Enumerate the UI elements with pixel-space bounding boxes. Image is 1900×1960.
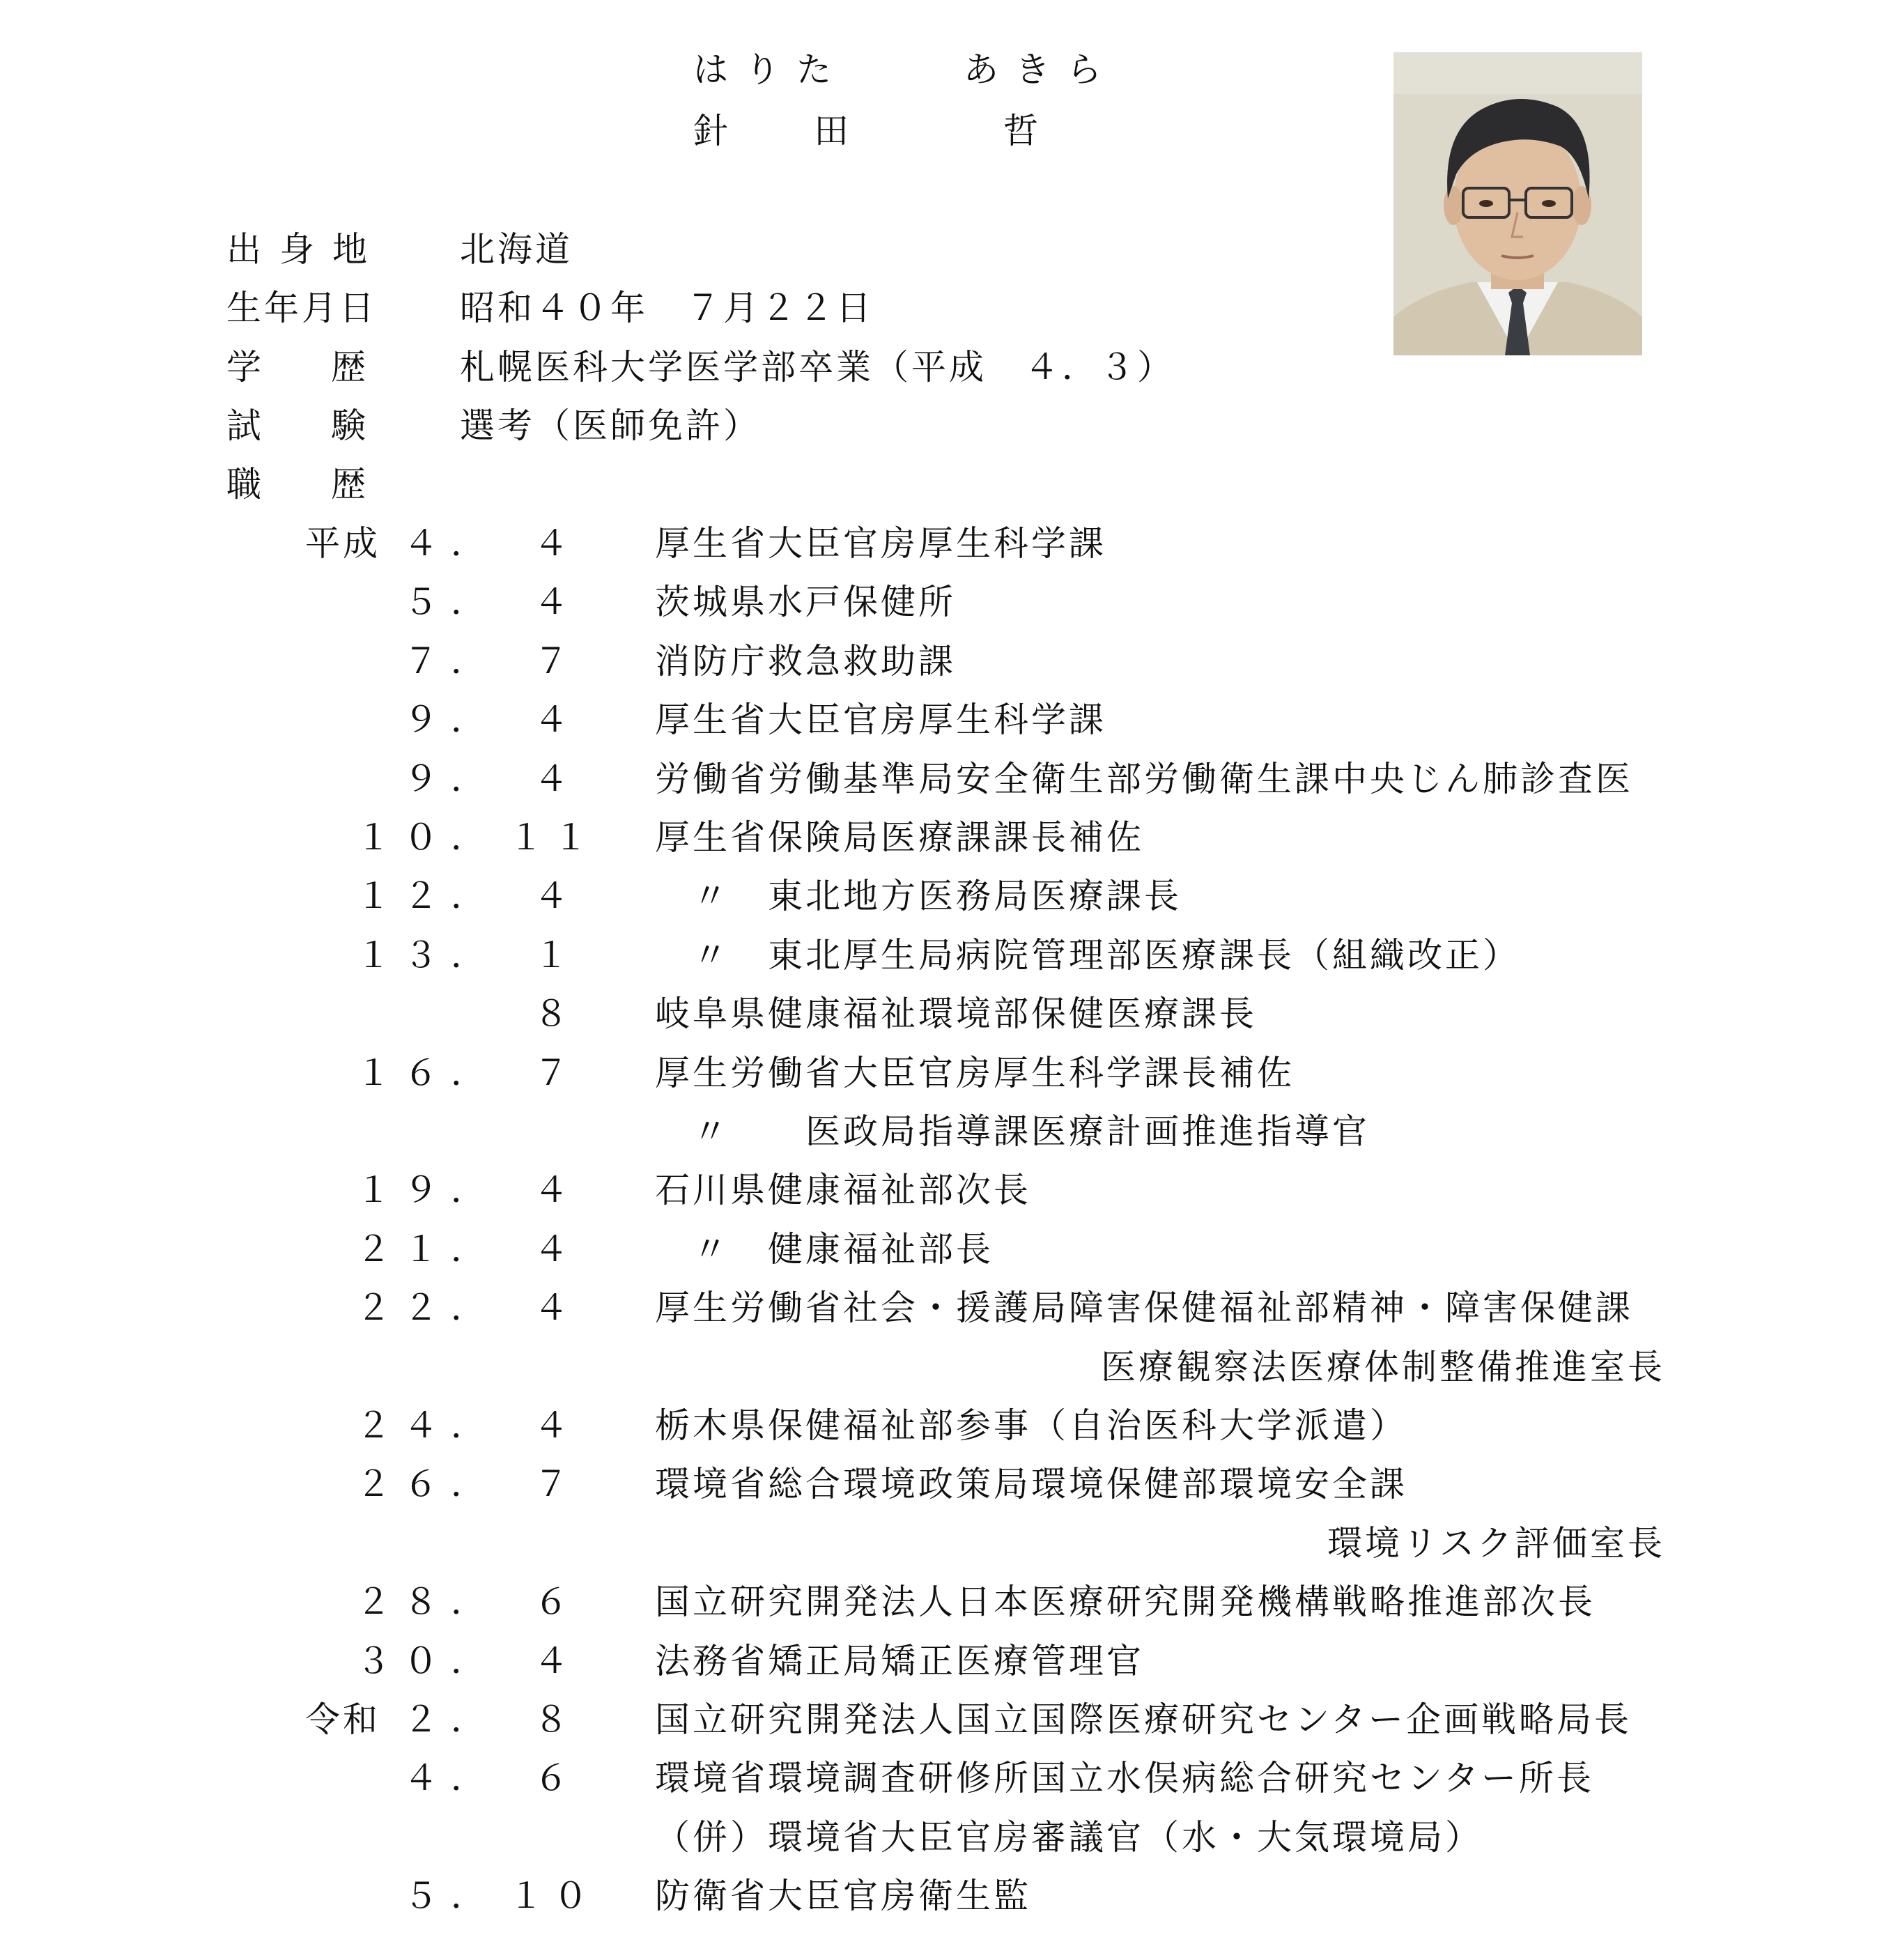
exam-value: 選考（医師免許） — [460, 406, 761, 446]
career-month: ７ — [534, 1464, 578, 1504]
career-text: 厚生省大臣官房厚生科学課 — [655, 523, 1106, 564]
education-value: 札幌医科大学医学部卒業（平成 ４．３） — [460, 347, 1175, 387]
career-year: １２． — [356, 876, 498, 916]
career-month: ６ — [534, 1758, 578, 1798]
career-text: 環境リスク評価室長 — [1327, 1523, 1665, 1564]
career-year: ２２． — [356, 1288, 498, 1328]
career-month: ４ — [534, 1170, 578, 1210]
career-text: 栃木県保健福祉部参事（自治医科大学派遣） — [655, 1405, 1407, 1446]
career-year: ２４． — [356, 1405, 498, 1446]
career-year: ４． — [403, 1758, 498, 1798]
career-text: 国立研究開発法人日本医療研究開発機構戦略推進部次長 — [655, 1582, 1596, 1622]
career-month: ４ — [534, 876, 578, 916]
portrait-photo — [1393, 52, 1642, 355]
career-text: 〃 東北地方医務局医療課長 — [655, 876, 1182, 916]
career-month: ４ — [534, 1229, 578, 1270]
career-era: 平成 — [305, 523, 380, 564]
furigana-given: あきら — [964, 49, 1118, 90]
career-text: 環境省環境調査研修所国立水俣病総合研究センター所長 — [655, 1758, 1594, 1798]
career-month: ４ — [534, 523, 578, 564]
career-text: 医療観察法医療体制整備推進室長 — [1101, 1347, 1665, 1387]
furigana-family: はりた — [693, 49, 848, 90]
career-year: ２８． — [356, 1582, 498, 1622]
career-month: ４ — [534, 759, 578, 799]
career-month: ７ — [534, 641, 578, 681]
career-month: ８ — [534, 994, 578, 1034]
career-text: 岐阜県健康福祉環境部保健医療課長 — [655, 994, 1257, 1034]
career-text: 厚生省大臣官房厚生科学課 — [655, 700, 1106, 740]
career-text: 厚生労働省大臣官房厚生科学課長補佐 — [655, 1053, 1295, 1093]
career-year: ３０． — [356, 1641, 498, 1681]
career-year: ２． — [403, 1699, 498, 1740]
career-month: ６ — [534, 1582, 578, 1622]
name-given: 哲 — [1003, 111, 1041, 151]
career-month: ４ — [534, 582, 578, 622]
career-label: 職 歴 — [226, 464, 366, 504]
career-year: ９． — [403, 759, 498, 799]
career-year: １３． — [356, 935, 498, 975]
career-text: （併）環境省大臣官房審議官（水・大気環境局） — [655, 1817, 1483, 1858]
career-year: ５． — [403, 582, 498, 622]
birthplace-label: 出身地 — [226, 229, 385, 270]
career-text: 環境省総合環境政策局環境保健部環境安全課 — [655, 1464, 1407, 1504]
education-label: 学 歴 — [226, 347, 366, 387]
career-year: ２６． — [356, 1464, 498, 1504]
name-family-2: 田 — [814, 111, 851, 151]
career-text: 国立研究開発法人国立国際医療研究センター企画戦略局長 — [655, 1699, 1632, 1740]
career-year: ９． — [403, 700, 498, 740]
career-text: 厚生省保険局医療課課長補佐 — [655, 817, 1144, 858]
career-text: 茨城県水戸保健所 — [655, 582, 956, 622]
birthdate-value: 昭和４０年 ７月２２日 — [460, 288, 874, 328]
career-month: ７ — [534, 1053, 578, 1093]
birthdate-label: 生年月日 — [226, 288, 377, 328]
career-era: 令和 — [305, 1699, 380, 1740]
career-text: 〃 健康福祉部長 — [655, 1229, 994, 1270]
name-family-1: 針 — [693, 111, 731, 151]
career-month: ８ — [534, 1699, 578, 1740]
career-text: 厚生労働省社会・援護局障害保健福祉部精神・障害保健課 — [655, 1288, 1633, 1328]
career-year: １６． — [356, 1053, 498, 1093]
career-text: 〃 医政局指導課医療計画推進指導官 — [655, 1111, 1370, 1152]
career-year: １９． — [356, 1170, 498, 1210]
career-month: ４ — [534, 1405, 578, 1446]
career-text: 法務省矯正局矯正医療管理官 — [655, 1641, 1144, 1681]
career-text: 労働省労働基準局安全衛生部労働衛生課中央じん肺診査医 — [655, 759, 1633, 799]
exam-label: 試 験 — [226, 406, 366, 446]
career-text: 消防庁救急救助課 — [655, 641, 956, 681]
career-month: １ — [534, 935, 578, 975]
career-month: １１ — [509, 817, 598, 858]
career-text: 防衛省大臣官房衛生監 — [655, 1876, 1031, 1916]
career-year: ５． — [403, 1876, 498, 1916]
career-month: １０ — [509, 1876, 598, 1916]
career-month: ４ — [534, 1288, 578, 1328]
career-year: ２１． — [356, 1229, 498, 1270]
career-text: 石川県健康福祉部次長 — [655, 1170, 1031, 1210]
birthplace-value: 北海道 — [460, 229, 573, 270]
career-year: ４． — [403, 523, 498, 564]
career-year: １０． — [356, 817, 498, 858]
career-month: ４ — [534, 700, 578, 740]
career-text: 〃 東北厚生局病院管理部医療課長（組織改正） — [655, 935, 1520, 975]
career-month: ４ — [534, 1641, 578, 1681]
career-year: ７． — [403, 641, 498, 681]
